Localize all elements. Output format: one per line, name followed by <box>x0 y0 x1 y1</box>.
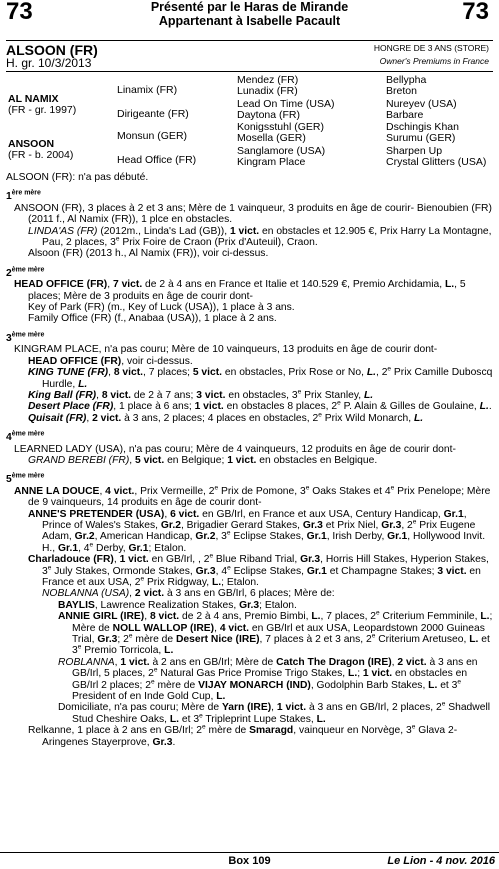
g3-item: Mendez (FR) <box>237 74 299 86</box>
g4-item: Bellypha <box>386 74 427 86</box>
lot-number-right: 73 <box>462 0 489 25</box>
catalogue-text <box>6 172 493 748</box>
section-heading-5: $5^{ème mère}$ <box>6 472 45 486</box>
produce-record: Relkanne, 1 place à 2 ans en GB/Irl; 2e mère de Smaragd, vainqueur en Norvège, 3e Glava 2-Aringenes Stayerprove, Gr.3. <box>28 723 458 748</box>
produce-record: Quisait (FR), 2 vict. à 3 ans, 2 places; 4 places en obstacles, 2e Prix Wild Monarch, L. <box>28 411 424 424</box>
produce-record: Charladouce (FR), 1 vict. en GB/Irl, , 2e Blue Riband Trial, Gr.3, Horris Hill Stakes, Hyperion Stakes, 3e July Stakes, Ormonde Stakes, Gr.3, 4e Eclipse Stakes, Gr.1 et Champagne Stakes; 3 vict. en France et aux USA, 2e Prix Ridgway, L.; Etalon. <box>28 552 489 588</box>
g2-item: Linamix (FR) <box>117 84 178 96</box>
g2-item: Monsun (GER) <box>117 130 188 142</box>
g2-item: Head Office (FR) <box>117 154 197 166</box>
pedigree-table <box>6 72 493 170</box>
g3-item: Lead On Time (USA) <box>237 98 335 110</box>
g4-item: Sharpen Up <box>386 145 443 157</box>
g3-item: Lunadix (FR) <box>237 85 298 97</box>
produce-record: Family Office (FR) (f., Anabaa (USA)), 1 place à 2 ans. <box>28 313 277 325</box>
dam-info: (FR - b. 2004) <box>8 149 74 161</box>
lot-number-left: 73 <box>6 0 33 25</box>
g3-item: Daytona (FR) <box>237 109 301 121</box>
produce-record: Key of Park (FR) (m., Key of Luck (USA)), 1 place à 3 ans. <box>28 302 295 314</box>
produce-record: NOBLANNA (USA), 2 vict. à 3 ans en GB/Irl, 6 places; Mère de: <box>42 588 335 600</box>
sire-info: (FR - gr. 1997) <box>8 104 77 116</box>
box-number: Box 109 <box>228 855 271 867</box>
section-heading-1: $1^{ère mère}$ <box>6 189 41 203</box>
produce-record: ANNE'S PRETENDER (USA), 6 vict. en GB/Irl, en France et aux USA, Century Handicap, Gr.1, Prince of Wales's Stakes, Gr.2, Brigadier Gerard Stakes, Gr.3 et Prix Niel, Gr.3, 2e Prix Eugene Adam, Gr.2, American Handicap, Gr.2, 3e Eclipse Stakes, Gr.1, Irish Derby, Gr.1, Hollywood Invit. H., Gr.1, 4e Derby, Gr.1; Etalon. <box>28 508 486 554</box>
catalogue-page <box>6 0 493 748</box>
produce-record: ANNIE GIRL (IRE), 8 vict. de 2 à 4 ans, Premio Bimbi, L., 7 places, 2e Criterium Femminile, L.; Mère de NOLL WALLOP (IRE), 4 vict. en GB/Irl et aux USA, Leopardstown 2000 Guineas Trial, Gr.3; 2e mère de Desert Nice (IRE), 7 places à 2 et 3 ans, 2e Criterium Aretuseo, L. et 3e Premio Torricola, L. <box>58 609 493 657</box>
g3-item: Mosella (GER) <box>237 132 306 144</box>
produce-record: KING TUNE (FR), 8 vict., 7 places; 5 vict. en obstacles, Prix Rose or No, L., 2e Prix Camille Duboscq Hurdle, L. <box>28 365 493 390</box>
owner-premiums: Owner's Premiums in France <box>379 56 489 66</box>
dam-record: LEARNED LADY (USA), n'a pas couru; Mère de 4 vainqueurs, 12 produits en âge de courir dont- <box>14 443 456 455</box>
produce-record: GRAND BEREBI (FR), 5 vict. en Belgique; 1 vict. en obstacles en Belgique. <box>28 454 378 466</box>
horse-details: H. gr. 10/3/2013 <box>6 56 92 70</box>
g4-item: Barbare <box>386 109 424 121</box>
dam-name: ANSOON <box>8 138 55 150</box>
horse-name-bar <box>6 40 493 72</box>
sire-name: AL NAMIX <box>8 93 59 105</box>
presenter-line: Présenté par le Haras de Mirande <box>150 0 349 14</box>
page-footer <box>0 852 499 869</box>
section-heading-4: $4^{ème mère}$ <box>6 430 45 444</box>
dam-record: ANNE LA DOUCE, 4 vict., Prix Vermeille, 2e Prix de Pomone, 3e Oaks Stakes et 4e Prix Penelope; Mère de 9 vainqueurs, 14 produits en âge de courir dont- <box>14 484 491 509</box>
owner-line: Appartenant à Isabelle Pacault <box>158 14 341 28</box>
produce-record: Desert Place (FR), 1 place à 6 ans; 1 vict. en obstacles 8 places, 2e P. Alain & Gilles de Goulaine, L.. <box>28 399 492 413</box>
g3-item: Sanglamore (USA) <box>237 145 326 157</box>
produce-record: HEAD OFFICE (FR), voir ci-dessus. <box>28 355 193 367</box>
section-heading-3: $3^{ème mère}$ <box>6 331 45 344</box>
horse-status: HONGRE DE 3 ANS (STORE) <box>373 43 489 53</box>
dam-record: HEAD OFFICE (FR), 7 vict. de 2 à 4 ans en France et Italie et 140.529 €, Premio Archidamia, L., 5 places; Mère de 3 produits en âge de courir dont- <box>14 279 466 302</box>
g4-item: Surumu (GER) <box>386 132 456 144</box>
section-heading-2: $2^{ème mère}$ <box>6 266 45 279</box>
page-header <box>6 0 493 40</box>
g3-item: Konigsstuhl (GER) <box>237 121 324 133</box>
g4-item: Dschingis Khan <box>386 121 459 133</box>
g3-item: Kingram Place <box>237 156 306 168</box>
produce-record: Alsoon (FR) (2013 h., Al Namix (FR)), voir ci-dessus. <box>28 248 269 260</box>
produce-record: Domiciliate, n'a pas couru; Mère de Yarn (IRE), 1 vict. à 3 ans en GB/Irl, 2 places, 2e Shadwell Stud Cheshire Oaks, L. et 3e Tripleprint Lupe Stakes, L. <box>58 701 491 725</box>
produce-record: King Ball (FR), 8 vict. de 2 à 7 ans; 3 vict. en obstacles, 3e Prix Stanley, L. <box>28 388 374 401</box>
dam-record: KINGRAM PLACE, n'a pas couru; Mère de 10 vainqueurs, 13 produits en âge de courir dont- <box>14 344 438 356</box>
g4-item: Crystal Glitters (USA) <box>386 156 487 168</box>
g4-item: Nureyev (USA) <box>386 98 457 110</box>
dam-record: ANSOON (FR), 3 places à 2 et 3 ans; Mère de 1 vainqueur, 3 produits en âge de courir- Bienoubien (FR) (2011 f., Al Namix (FR)), 1 plce en obstacles. <box>14 202 492 226</box>
intro-line: ALSOON (FR): n'a pas débuté. <box>6 172 149 183</box>
g2-item: Dirigeante (FR) <box>117 108 189 120</box>
presenter-block <box>6 0 493 28</box>
produce-record: ROBLANNA, 1 vict. à 2 ans en GB/Irl; Mère de Catch The Dragon (IRE), 2 vict. à 3 ans en GB/Irl, 5 places, 2e Natural Gas Price Promise Trigo Stakes, L.; 1 vict. en obstacles en GB/Irl 2 places; 2e mère de VIJAY MONARCH (IND), Godolphin Barb Stakes, L. et 3e President of en Inde Gold Cup, L. <box>58 656 478 703</box>
g4-item: Breton <box>386 85 417 97</box>
produce-record: LINDA'AS (FR) (2012m., Linda's Lad (GB)), 1 vict. en obstacles et 12.905 €, Prix Harry La Montagne, Pau, 2 places, 3e Prix Foire de Craon (Prix d'Auteuil), Craon. <box>28 225 492 249</box>
produce-record: BAYLIS, Lawrence Realization Stakes, Gr.3; Etalon. <box>58 599 297 611</box>
sale-info: Le Lion - 4 nov. 2016 <box>387 855 495 867</box>
horse-name: ALSOON (FR) <box>6 42 98 58</box>
